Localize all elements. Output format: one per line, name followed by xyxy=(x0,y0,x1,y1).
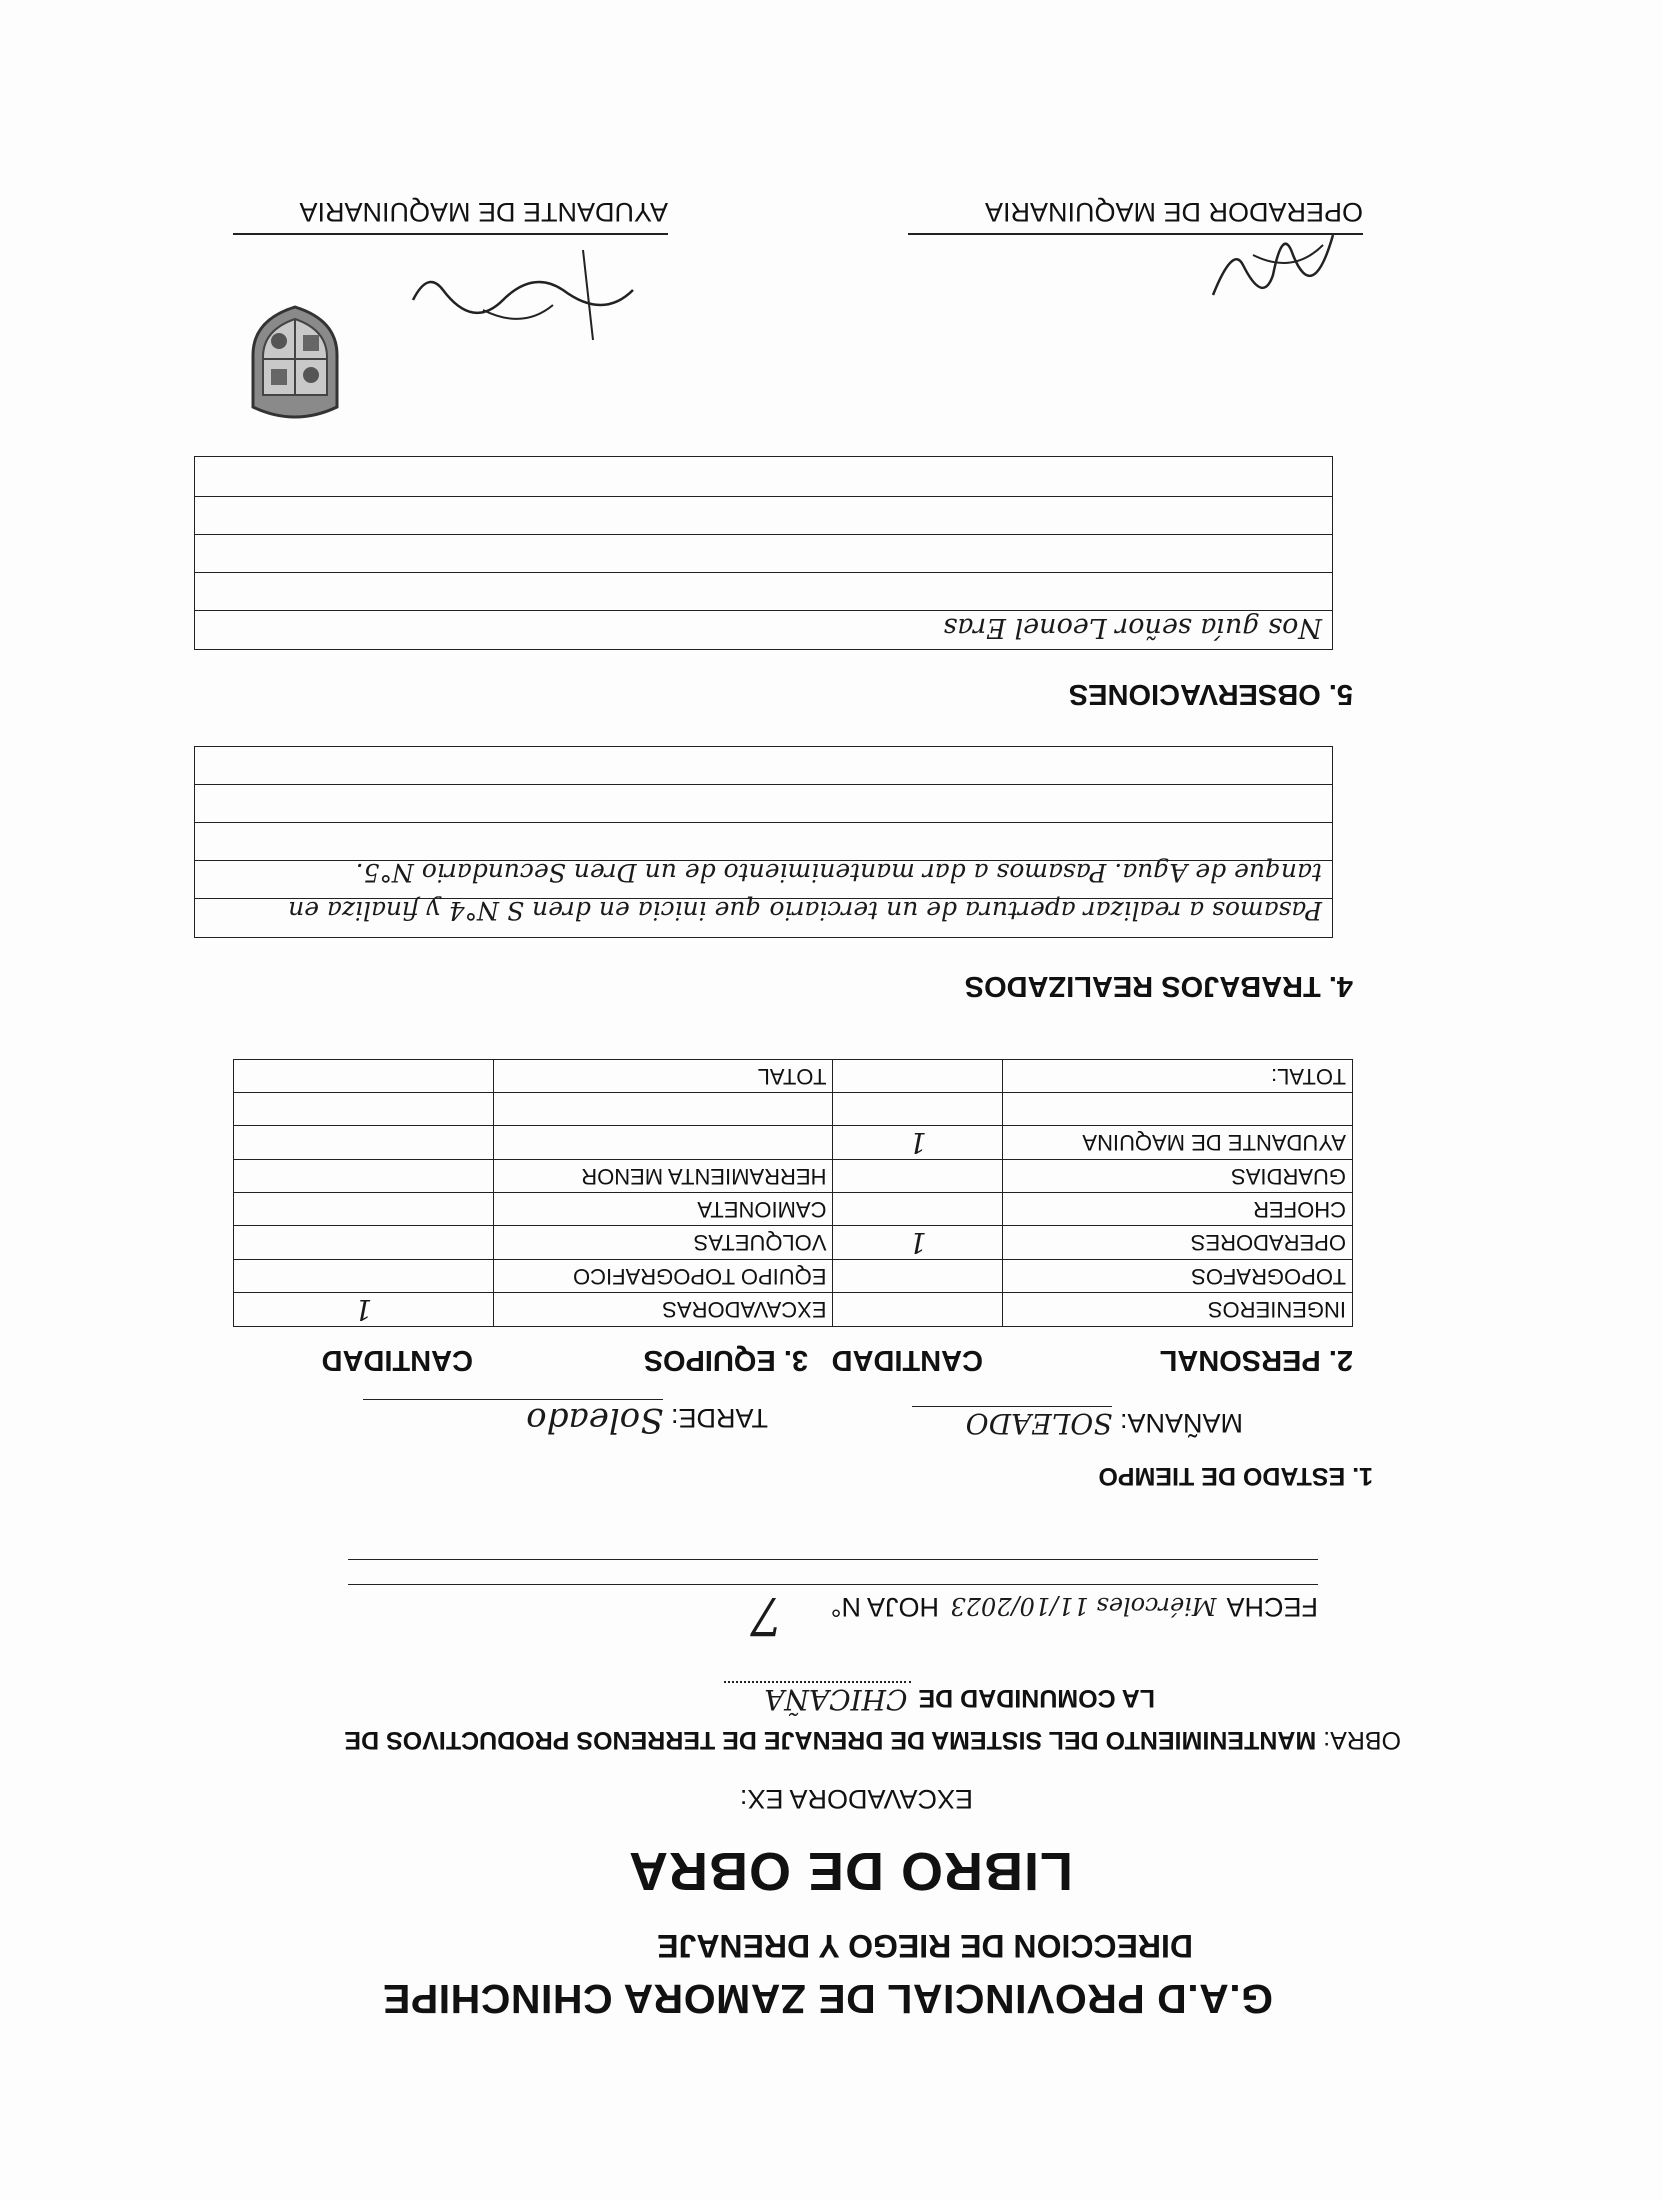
obra-label: OBRA: xyxy=(1323,1726,1401,1754)
equipment-cell: EXCAVADORAS xyxy=(493,1293,833,1327)
equipment-qty-cell xyxy=(234,1193,494,1226)
equipment-heading: 3. EQUIPOS xyxy=(643,1344,808,1376)
work-text: Pasamos a realizar apertura de un terciario que inicia en dren S N°4 y finaliza en tanque de Agua. Pasamos a dar mantenimiento de un Dren Secundario N°5. xyxy=(288,858,1322,925)
table-row xyxy=(234,1160,1353,1193)
department-title: DIRECCION DE RIEGO Y DRENAJE xyxy=(657,1928,1193,1964)
personnel-qty-cell xyxy=(833,1293,1003,1327)
section-observations: 5. OBSERVACIONES xyxy=(1068,678,1353,710)
table-row xyxy=(234,1193,1353,1226)
operator-signature-line: OPERADOR DE MAQUINARIA xyxy=(908,196,1363,235)
equipment-cell xyxy=(493,1093,833,1126)
afternoon-value: Soleado xyxy=(363,1399,663,1440)
equipment-cell: CAMIONETA xyxy=(493,1193,833,1226)
date-underline xyxy=(348,1559,1318,1560)
table-row xyxy=(234,1060,1353,1093)
personnel-cell xyxy=(1003,1093,1353,1126)
observations-text: Nos guía señor Leonel Eras xyxy=(943,612,1322,643)
date-label: FECHA xyxy=(1227,1592,1318,1622)
section-work: 4. TRABAJOS REALIZADOS xyxy=(964,970,1353,1002)
personnel-qty-cell: 1 xyxy=(833,1126,1003,1160)
personnel-cell: AYUDANTE DE MAQUINA xyxy=(1003,1126,1353,1160)
equipment-cell xyxy=(493,1126,833,1160)
afternoon-label: TARDE: xyxy=(670,1403,768,1433)
sheet-label: HOJA N° xyxy=(830,1592,939,1622)
table-row xyxy=(234,1293,1353,1327)
date-line xyxy=(348,1584,1318,1645)
work-box xyxy=(194,746,1333,938)
weather-morning xyxy=(912,1406,1243,1440)
table-row xyxy=(234,1260,1353,1293)
assistant-signature-line: AYUDANTE DE MAQUINARIA xyxy=(233,196,668,235)
table-row xyxy=(234,1093,1353,1126)
weather-afternoon xyxy=(363,1399,768,1440)
personnel-equipment-table xyxy=(233,1059,1353,1327)
equipment-cell: EQUIPO TOPOGRAFICO xyxy=(493,1260,833,1293)
personnel-qty-cell xyxy=(833,1160,1003,1193)
table-row xyxy=(234,1126,1353,1160)
obra-line xyxy=(344,1725,1401,1754)
personnel-cell: CHOFER xyxy=(1003,1193,1353,1226)
excavator-label: EXCAVADORA EX: xyxy=(739,1784,973,1814)
equipment-qty-cell xyxy=(234,1260,494,1293)
equipment-cell: VOLQUETAS xyxy=(493,1226,833,1260)
personnel-qty-cell xyxy=(833,1060,1003,1093)
equipment-qty-cell xyxy=(234,1126,494,1160)
personnel-qty-cell xyxy=(833,1093,1003,1126)
equipment-qty-cell: 1 xyxy=(234,1293,494,1327)
personnel-qty-cell: 1 xyxy=(833,1226,1003,1260)
equipment-qty-cell xyxy=(234,1093,494,1126)
personnel-cell: OPERADORES xyxy=(1003,1226,1353,1260)
equipment-cell: TOTAL xyxy=(493,1060,833,1093)
book-title: LIBRO DE OBRA xyxy=(628,1841,1073,1901)
obra-description: MANTENIMIENTO DEL SISTEMA DE DRENAJE DE TERRENOS PRODUCTIVOS DE xyxy=(344,1726,1317,1754)
observations-box xyxy=(194,456,1333,650)
assistant-signature xyxy=(403,235,643,360)
equipment-cell: HERRAMIENTA MENOR xyxy=(493,1160,833,1193)
community-label: LA COMUNIDAD DE xyxy=(918,1684,1155,1712)
equipment-qty-cell xyxy=(234,1160,494,1193)
morning-label: MAÑANA: xyxy=(1119,1408,1243,1438)
sheet-number: 7 xyxy=(750,1585,784,1645)
section-weather: 1. ESTADO DE TIEMPO xyxy=(1098,1462,1373,1490)
personnel-cell: INGENIEROS xyxy=(1003,1293,1353,1327)
personnel-heading: 2. PERSONAL xyxy=(1159,1344,1353,1376)
equipment-qty-heading: CANTIDAD xyxy=(321,1344,473,1376)
personnel-cell: TOTAL: xyxy=(1003,1060,1353,1093)
community-value: CHICAÑA xyxy=(724,1681,911,1716)
personnel-qty-cell xyxy=(833,1260,1003,1293)
date-value: Miércoles 11/10/2023 xyxy=(950,1592,1217,1620)
personnel-qty-heading: CANTIDAD xyxy=(831,1344,983,1376)
morning-value: SOLEADO xyxy=(912,1406,1112,1440)
crest-logo xyxy=(245,305,345,425)
equipment-qty-cell xyxy=(234,1226,494,1260)
personnel-cell: TOPOGRAFOS xyxy=(1003,1260,1353,1293)
personnel-cell: GUARDIAS xyxy=(1003,1160,1353,1193)
table-row xyxy=(234,1226,1353,1260)
personnel-qty-cell xyxy=(833,1193,1003,1226)
community-line xyxy=(724,1683,1155,1716)
equipment-qty-cell xyxy=(234,1060,494,1093)
org-title: G.A.D PROVINCIAL DE ZAMORA CHINCHIPE xyxy=(382,1976,1273,2022)
